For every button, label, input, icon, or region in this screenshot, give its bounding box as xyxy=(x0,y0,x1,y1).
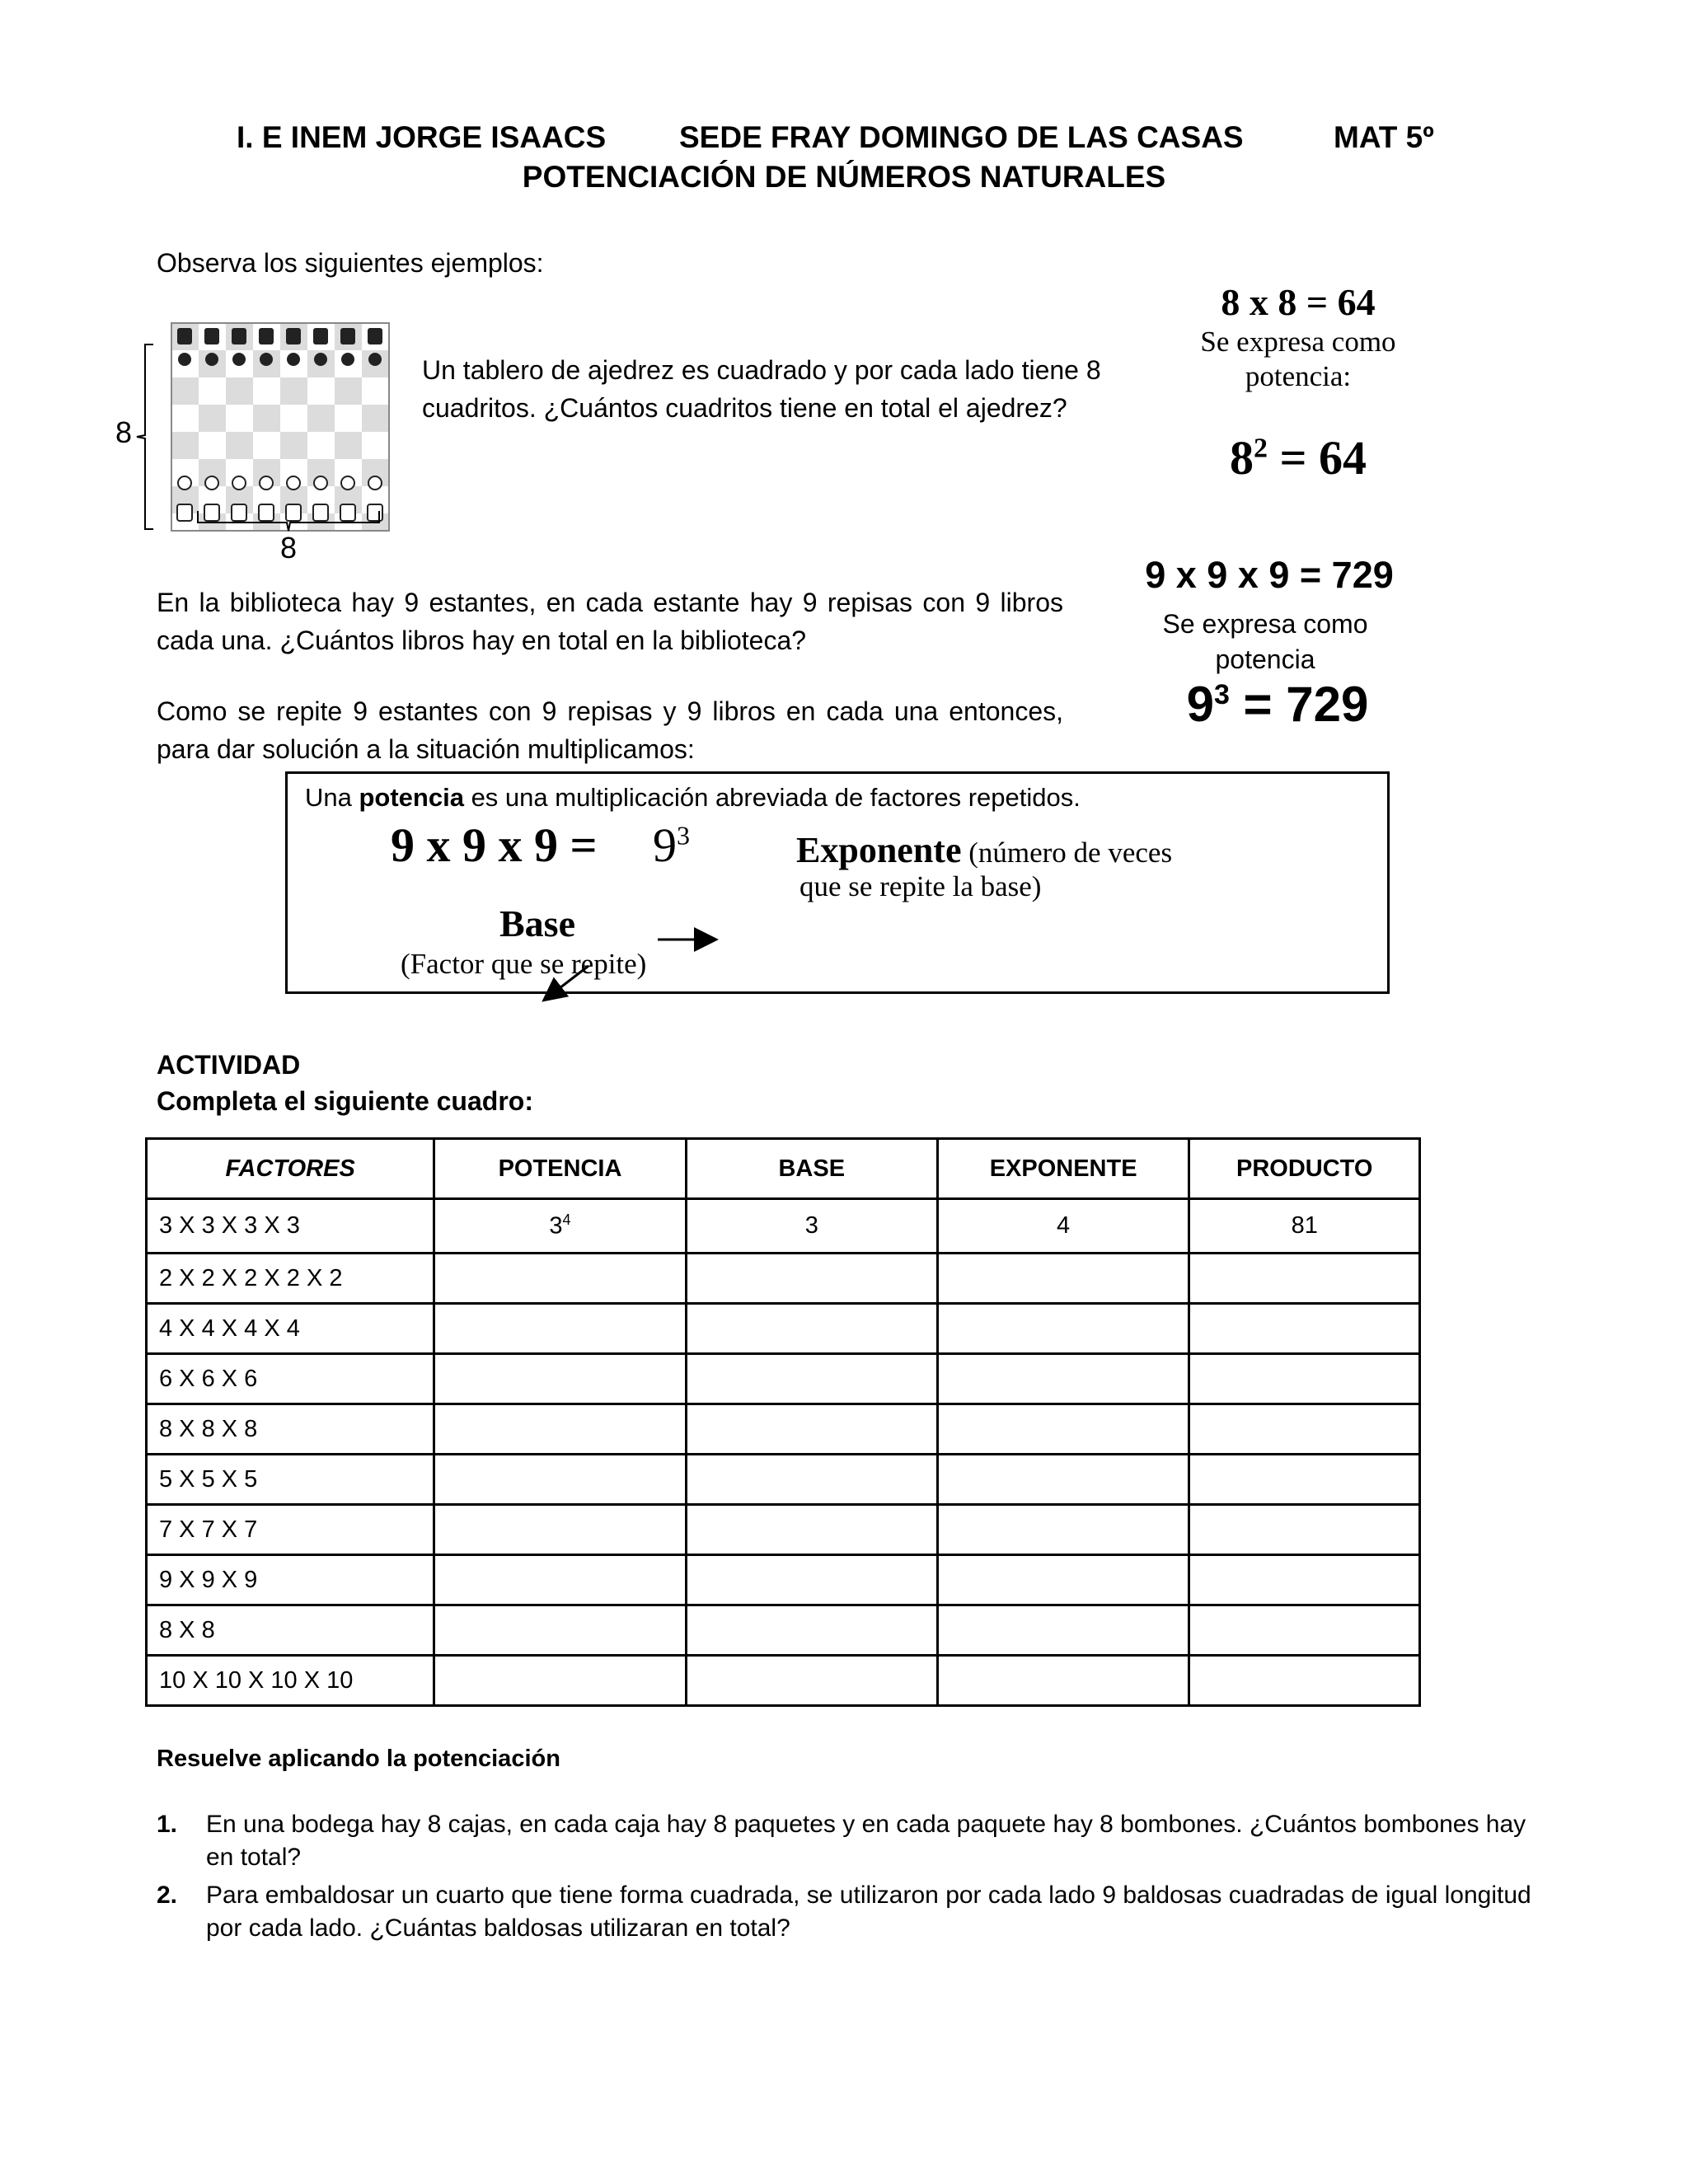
input-cell-potencia[interactable] xyxy=(434,1304,686,1354)
example2-note: Se expresa como potencia xyxy=(1162,609,1368,674)
arrow-down-left-icon xyxy=(546,966,588,999)
row-factores: 10 X 10 X 10 X 10 xyxy=(147,1656,434,1706)
table-row xyxy=(147,1254,1420,1304)
activity-table xyxy=(145,1137,1421,1707)
row-factores: 2 X 2 X 2 X 2 X 2 xyxy=(147,1254,434,1304)
input-cell-exponente[interactable] xyxy=(937,1505,1189,1555)
chess-side-label-left: 8 xyxy=(115,415,133,449)
input-cell-exponente[interactable] xyxy=(937,1605,1189,1656)
definition-power-base: 9 xyxy=(653,818,677,872)
example-exponente: 4 xyxy=(937,1199,1189,1254)
example-base: 3 xyxy=(686,1199,937,1254)
problem-number: 2. xyxy=(157,1882,178,1909)
input-cell-potencia[interactable] xyxy=(434,1404,686,1455)
example-potencia xyxy=(434,1199,686,1254)
example1-note: Se expresa como potencia: xyxy=(1200,326,1396,392)
input-cell-base[interactable] xyxy=(686,1404,937,1455)
row-factores: 7 X 7 X 7 xyxy=(147,1505,434,1555)
school-name: I. E INEM JORGE ISAACS xyxy=(237,120,607,154)
library-solution-text: Como se repite 9 estantes con 9 repisas y 9 libros en cada una entonces, para dar solución a la situación multiplicamos: xyxy=(157,696,1063,764)
definition-expression: 9 x 9 x 9 = xyxy=(391,818,598,872)
chessboard-figure xyxy=(115,313,412,560)
example1-power xyxy=(1154,430,1442,485)
row-factores: 9 X 9 X 9 xyxy=(147,1555,434,1605)
example1-base: 8 xyxy=(1229,431,1254,485)
table-header-row xyxy=(147,1139,1420,1199)
input-cell-base[interactable] xyxy=(686,1354,937,1404)
input-cell-base[interactable] xyxy=(686,1656,937,1706)
input-cell-exponente[interactable] xyxy=(937,1354,1189,1404)
exponent-desc-line2: que se repite la base) xyxy=(799,870,1042,902)
sede-name: SEDE FRAY DOMINGO DE LAS CASAS xyxy=(679,120,1244,154)
definition-rest: es una multiplicación abreviada de factores repetidos. xyxy=(463,783,1081,812)
input-cell-exponente[interactable] xyxy=(937,1555,1189,1605)
definition-arrows xyxy=(536,923,734,1005)
table-row xyxy=(147,1505,1420,1555)
input-cell-exponente[interactable] xyxy=(937,1404,1189,1455)
example2-result: = 729 xyxy=(1229,677,1369,732)
base-label: Base xyxy=(499,902,575,944)
header-base: BASE xyxy=(686,1139,937,1199)
exponent-label xyxy=(796,829,1172,871)
input-cell-exponente[interactable] xyxy=(937,1455,1189,1505)
table-row-example xyxy=(147,1199,1420,1254)
chessboard-icon xyxy=(115,313,412,560)
header-factores: FACTORES xyxy=(147,1139,434,1199)
input-cell-producto[interactable] xyxy=(1189,1555,1420,1605)
problem-number: 1. xyxy=(157,1811,178,1838)
example2-product: 9 x 9 x 9 = 729 xyxy=(1145,554,1394,596)
page-title: POTENCIACIÓN DE NÚMEROS NATURALES xyxy=(522,160,1166,194)
input-cell-producto[interactable] xyxy=(1189,1505,1420,1555)
example-potencia-base: 3 xyxy=(549,1212,563,1240)
chess-problem-text: Un tablero de ajedrez es cuadrado y por cada lado tiene 8 cuadritos. ¿Cuántos cuadritos tiene en total el ajedrez? xyxy=(422,355,1101,423)
library-problem-text: En la biblioteca hay 9 estantes, en cada estante hay 9 repisas con 9 libros cada una. ¿Cuántos libros hay en total en la biblioteca? xyxy=(157,588,1063,655)
example-potencia-exp: 4 xyxy=(562,1212,571,1229)
row-factores: 5 X 5 X 5 xyxy=(147,1455,434,1505)
definition-power-exponent: 3 xyxy=(677,820,690,851)
list-item xyxy=(157,1808,1541,1874)
definition-text xyxy=(305,783,1081,813)
table-row xyxy=(147,1555,1420,1605)
row-factores: 6 X 6 X 6 xyxy=(147,1354,434,1404)
activity-title: ACTIVIDAD xyxy=(157,1050,301,1080)
definition-prefix: Una xyxy=(305,783,359,812)
definition-term: potencia xyxy=(359,783,464,812)
input-cell-producto[interactable] xyxy=(1189,1656,1420,1706)
header-producto: PRODUCTO xyxy=(1189,1139,1420,1199)
input-cell-potencia[interactable] xyxy=(434,1354,686,1404)
header-exponente: EXPONENTE xyxy=(937,1139,1189,1199)
example2-power xyxy=(1129,676,1426,733)
table-row xyxy=(147,1605,1420,1656)
input-cell-potencia[interactable] xyxy=(434,1254,686,1304)
table-row xyxy=(147,1455,1420,1505)
input-cell-potencia[interactable] xyxy=(434,1555,686,1605)
definition-power xyxy=(653,818,690,873)
table-row xyxy=(147,1656,1420,1706)
input-cell-base[interactable] xyxy=(686,1555,937,1605)
example-factores: 3 X 3 X 3 X 3 xyxy=(147,1199,434,1254)
input-cell-potencia[interactable] xyxy=(434,1505,686,1555)
input-cell-base[interactable] xyxy=(686,1254,937,1304)
input-cell-potencia[interactable] xyxy=(434,1656,686,1706)
input-cell-exponente[interactable] xyxy=(937,1656,1189,1706)
exponent-desc-line1: (número de veces xyxy=(961,837,1173,869)
table-row xyxy=(147,1304,1420,1354)
input-cell-producto[interactable] xyxy=(1189,1354,1420,1404)
problem-list xyxy=(157,1808,1541,1950)
input-cell-producto[interactable] xyxy=(1189,1254,1420,1304)
table-row xyxy=(147,1404,1420,1455)
input-cell-potencia[interactable] xyxy=(434,1605,686,1656)
example1-product: 8 x 8 = 64 xyxy=(1221,281,1376,323)
chess-side-label-bottom: 8 xyxy=(280,531,298,565)
input-cell-producto[interactable] xyxy=(1189,1404,1420,1455)
input-cell-base[interactable] xyxy=(686,1505,937,1555)
exponent-label-text: Exponente xyxy=(796,830,962,870)
input-cell-exponente[interactable] xyxy=(937,1254,1189,1304)
input-cell-producto[interactable] xyxy=(1189,1605,1420,1656)
input-cell-producto[interactable] xyxy=(1189,1304,1420,1354)
row-factores: 4 X 4 X 4 X 4 xyxy=(147,1304,434,1354)
list-item xyxy=(157,1879,1541,1945)
table-row xyxy=(147,1354,1420,1404)
intro-text: Observa los siguientes ejemplos: xyxy=(157,248,544,278)
example1-result: = 64 xyxy=(1267,431,1367,485)
example2-exponent: 3 xyxy=(1213,679,1230,710)
input-cell-base[interactable] xyxy=(686,1304,937,1354)
resolve-title: Resuelve aplicando la potenciación xyxy=(157,1746,560,1772)
example1-exponent: 2 xyxy=(1253,433,1268,464)
row-factores: 8 X 8 xyxy=(147,1605,434,1656)
base-desc: (Factor que se repite) xyxy=(401,948,647,980)
input-cell-producto[interactable] xyxy=(1189,1455,1420,1505)
input-cell-potencia[interactable] xyxy=(434,1455,686,1505)
header-potencia: POTENCIA xyxy=(434,1139,686,1199)
problem-text: Para embaldosar un cuarto que tiene forma cuadrada, se utilizaron por cada lado 9 baldosas cuadradas de igual longitud por cada lado. ¿Cuántas baldosas utilizaran en total? xyxy=(206,1882,1531,1942)
example-producto: 81 xyxy=(1189,1199,1420,1254)
input-cell-base[interactable] xyxy=(686,1455,937,1505)
input-cell-exponente[interactable] xyxy=(937,1304,1189,1354)
grade-label: MAT 5º xyxy=(1334,120,1434,154)
activity-instruction: Completa el siguiente cuadro: xyxy=(157,1086,533,1116)
example2-base: 9 xyxy=(1186,677,1214,732)
problem-text: En una bodega hay 8 cajas, en cada caja hay 8 paquetes y en cada paquete hay 8 bombones. ¿Cuántos bombones hay en total? xyxy=(206,1811,1526,1871)
input-cell-base[interactable] xyxy=(686,1605,937,1656)
row-factores: 8 X 8 X 8 xyxy=(147,1404,434,1455)
